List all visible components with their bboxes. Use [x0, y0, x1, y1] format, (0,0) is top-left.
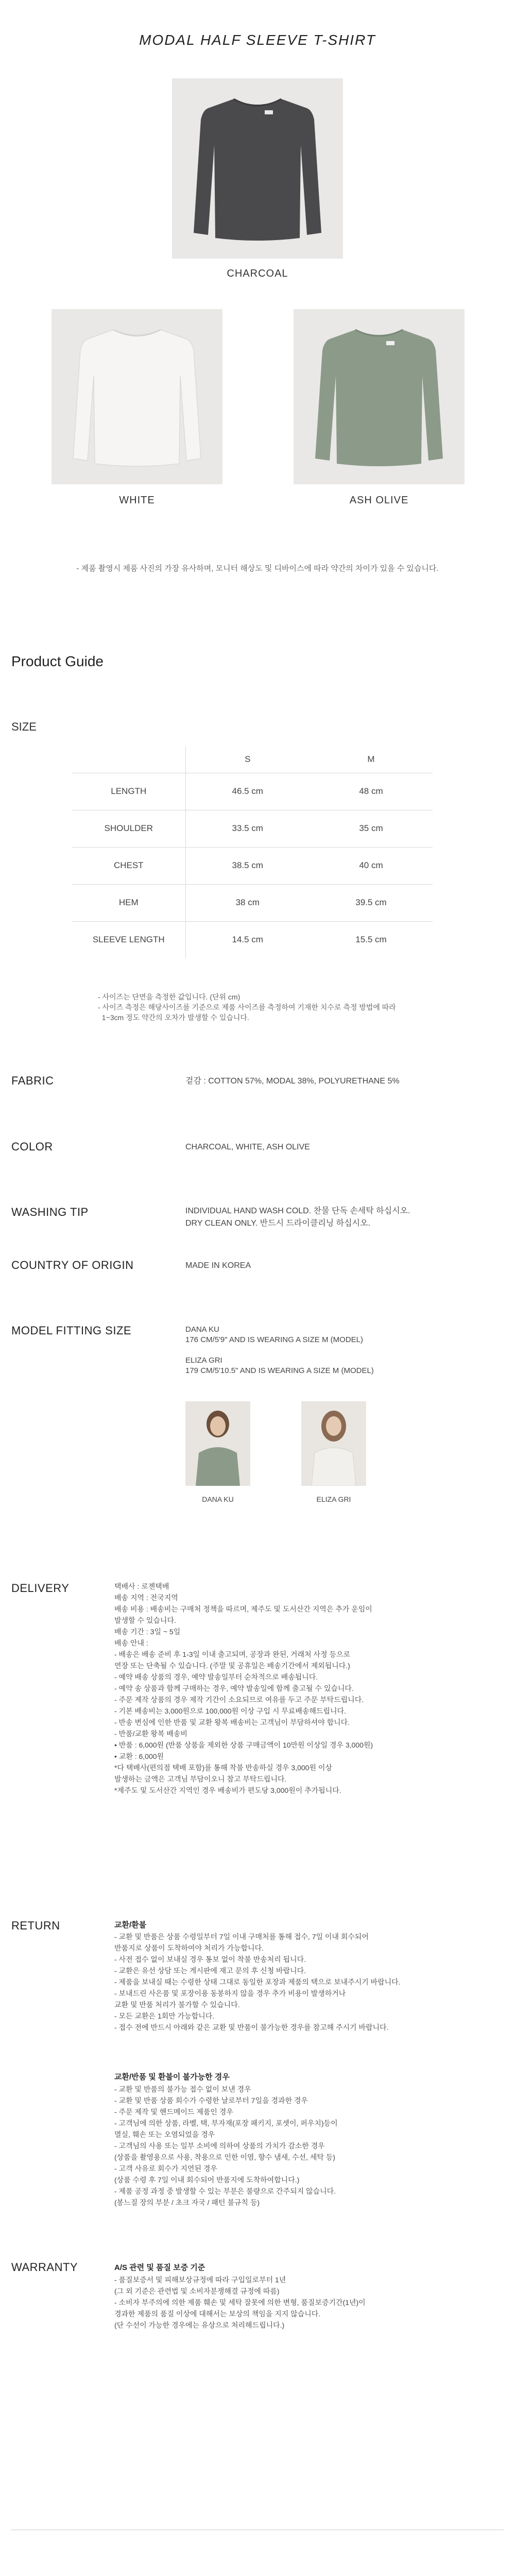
size-cell-m: 39.5 cm [310, 884, 433, 921]
size-table-header [72, 746, 433, 773]
color-caption-ash-olive: ASH OLIVE [349, 495, 409, 506]
model1-image [185, 1401, 250, 1486]
size-header-s: S [185, 746, 310, 773]
size-note-line: - 사이즈 측정은 해당사이즈를 기준으로 제품 사이즈를 측정하여 기재한 치수로 측정 방법에 따라 [98, 1003, 396, 1011]
model1-desc: 176 CM/5'9" AND IS WEARING A SIZE M (MODEL) [185, 1335, 363, 1344]
warranty-label: WARRANTY [11, 2261, 78, 2274]
washing-tip-line1: INDIVIDUAL HAND WASH COLD. 찬물 단독 손세탁 하십시오. [185, 1207, 410, 1215]
color-caption-charcoal: CHARCOAL [227, 268, 288, 279]
product-guide-heading: Product Guide [11, 653, 104, 669]
size-notes [98, 992, 396, 1023]
return-text2: - 교환 및 반품의 불가능 접수 없이 보낸 경우 - 교환 및 반품 상품 회수가 수령한 날로부터 7일을 경과한 경우 - 주문 제작 및 핸드메이드 제품인 경우 - 고객님에 의한 상품, 라벨, 택, 부자재(포장 패키지, 포셋이, 퍼우치)등이 멸실, 훼손 또는 오염되었을 경우 - 고객님의 사용 또는 일부 소비에 의하여 상품의 가치가 감소한 경우 (상품을 촬영용으로 사용, 착용으로 인한 이염, 향수 냄새, 수선, 세탁 등) - 고객 사유로 회수가 지연된 경우 (상품 수령 후 7일 이내 회수되어 반품지에 도착하여합니다.) - 제품 공정 과정 중 발생할 수 있는 부분은 불량으로 간주되지 않습니다. (봉느질 장의 부분 / 초크 자국 / 패턴 불규칙 등) [114, 2085, 338, 2207]
shirt-charcoal-image [172, 78, 343, 259]
washing-tip-line2: DRY CLEAN ONLY. 반드시 드라이클리닝 하십시오. [185, 1219, 370, 1228]
table-row [72, 773, 433, 810]
return-text1: - 교환 및 반품은 상품 수령일부터 7일 이내 구매처를 통해 접수, 7일 이내 회수되어 반품지로 상품이 도착하여야 처리가 가능합니다. - 사전 접수 없이 보내실 경우 통보 없이 착불 반송처리 됩니다. - 교환은 유선 상담 또는 게시판에 재고 문의 후 신청 바랍니다. - 제품을 보내실 때는 수령한 상태 그대로 동일한 포장과 제품의 택으로 보내주시기 바랍니다. - 보내드린 사은품 및 포장이용 동봉하지 않을 경우 추가 비용이 발생하거나 교환 및 반품 처리가 불가할 수 있습니다. - 모든 교환은 1회만 가능합니다. - 접수 전에 반드시 아래와 같은 교환 및 반품이 불가능한 경우를 참고해 주시기 바랍니다. [114, 1933, 401, 2031]
size-row-label: SHOULDER [72, 810, 185, 847]
delivery-text: 택배사 : 로젠택배 배송 지역 : 전국지역 배송 비용 : 배송비는 구매처 정책을 따르며, 제주도 및 도서산간 지역은 추가 운임이 발생할 수 있습니다. 배송 기간 : 3일 ~ 5일 배송 안내 : - 배송은 배송 준비 후 1-3일 이내 출고되며, 공장과 완된, 거래처 사정 등으로 연장 또는 단축될 수 있습니다. (주말 및 공휴일은 배송기간에서 제외됩니다.) - 예약 배송 상품의 경우, 예약 발송일부터 순차적으로 배송됩니다. - 예약 송 상품과 함께 구매하는 경우, 예약 발송일에 함께 출고될 수 있습니다. - 주문 제작 상품의 경우 제작 기간이 소요되므로 여유를 두고 주문 부탁드립니다. - 기본 배송비는 3,000원으로 100,000원 이상 구입 시 무료배송해드립니다. - 반송 변심에 인한 반품 및 교환 왕복 배송비는 고객님이 부담하셔야 합니다. - 반품/교환 왕복 배송비 • 반품 : 6,000원 (반품 상품을 제외한 상품 구매금액이 10만원 이상일 경우 3,000원) • 교환 : 6,000원 *다 택배사(편의점 택배 포함)를 통해 착불 반송하실 경우 3,000원 이상 발생하는 금액은 고객님 부담이오니 참고 부탁드립니다. *제주도 및 도서산간 지역인 경우 배송비가 편도당 3,000원이 추가됩니다. [114, 1582, 373, 1794]
size-cell-m: 15.5 cm [355, 935, 387, 945]
table-row [72, 921, 433, 958]
size-cell-s: 14.5 cm [232, 935, 263, 945]
model1-caption: DANA KU [202, 1495, 234, 1503]
model1-photo [185, 1401, 250, 1486]
color-value: CHARCOAL, WHITE, ASH OLIVE [185, 1143, 310, 1151]
product-photo-charcoal [172, 78, 343, 259]
return-label: RETURN [11, 1919, 60, 1932]
model1-name: DANA KU [185, 1325, 219, 1334]
table-row [72, 847, 433, 884]
shirt-ash-olive-image [294, 309, 465, 484]
size-row-label: LENGTH [72, 773, 185, 810]
origin-label: COUNTRY OF ORIGIN [11, 1259, 134, 1272]
color-caption-white: WHITE [119, 495, 155, 506]
product-title: MODAL HALF SLEEVE T-SHIRT [139, 32, 376, 48]
return-head2: 교환/반품 및 환불이 불가능한 경우 [114, 2073, 230, 2081]
product-photo-white [52, 309, 222, 484]
photo-note: - 제품 촬영시 제품 사진의 가장 유사하며, 모니터 해상도 및 디바이스에 따라 약간의 차이가 있을 수 있습니다. [76, 564, 439, 573]
model-fitting-label: MODEL FITTING SIZE [11, 1324, 132, 1337]
size-cell-s: 33.5 cm [185, 810, 310, 847]
model2-caption: ELIZA GRI [316, 1495, 351, 1503]
warranty-head: A/S 관련 및 품질 보증 기준 [114, 2263, 205, 2272]
fabric-label: FABRIC [11, 1074, 54, 1087]
origin-value: MADE IN KOREA [185, 1261, 251, 1270]
shirt-white-image [52, 309, 222, 484]
size-cell-s: 46.5 cm [185, 773, 310, 810]
model2-desc: 179 CM/5'10.5" AND IS WEARING A SIZE M (MODEL) [185, 1366, 374, 1375]
size-table [72, 746, 433, 958]
size-cell-s: 38.5 cm [185, 847, 310, 884]
size-cell-m: 48 cm [310, 773, 433, 810]
delivery-label: DELIVERY [11, 1582, 70, 1595]
table-row [72, 810, 433, 847]
model2-image [301, 1401, 366, 1486]
size-heading: SIZE [11, 720, 37, 733]
model2-photo [301, 1401, 366, 1486]
size-row-label: SLEEVE LENGTH [72, 921, 185, 958]
warranty-text: - 품질보증서 및 피해보상규정에 따라 구입일로부터 1년 (그 외 기준은 관련법 및 소비자분쟁해결 규정에 따름) - 소비자 부주의에 의한 제품 훼손 및 세탁 잘못에 의한 변형, 품질보증기간(1년)이 경과한 제품의 품질 이상에 대해서는 보상의 책임을 지지 않습니다. (단 수선이 가능한 경우에는 유상으로 처리해드립니다.) [114, 2276, 366, 2329]
size-note-line: - 사이즈는 단면을 측정한 값입니다. (단위 cm) [98, 993, 241, 1001]
size-cell-m: 40 cm [310, 847, 433, 884]
fabric-value: 겉감 : COTTON 57%, MODAL 38%, POLYURETHANE 5% [185, 1077, 400, 1086]
size-row-label: HEM [72, 884, 185, 921]
size-header-m: M [310, 746, 433, 773]
size-note-line: 1~3cm 정도 약간의 오차가 발생할 수 있습니다. [98, 1013, 249, 1022]
washing-tip-label: WASHING TIP [11, 1206, 89, 1218]
table-row [72, 884, 433, 921]
size-row-label: CHEST [72, 847, 185, 884]
size-cell-s: 38 cm [185, 884, 310, 921]
product-photo-ash-olive [294, 309, 465, 484]
size-cell-m: 35 cm [310, 810, 433, 847]
color-label: COLOR [11, 1140, 53, 1153]
size-header-blank [72, 746, 185, 773]
return-head1: 교환/환불 [114, 1921, 147, 1929]
model2-name: ELIZA GRI [185, 1356, 222, 1365]
